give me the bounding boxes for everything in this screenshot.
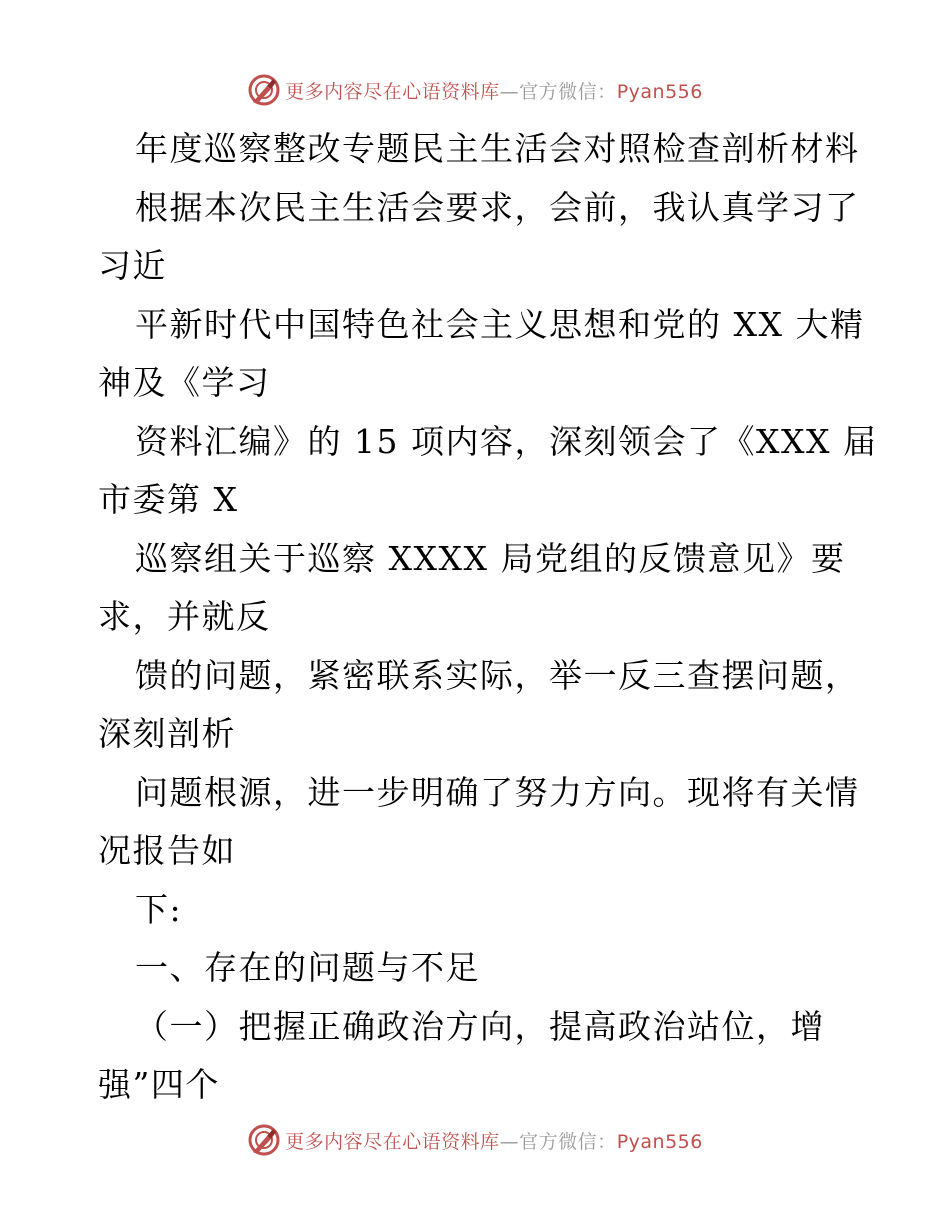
document-line: 问题根源，进一步明确了努力方向。现将有关情 bbox=[135, 772, 860, 812]
document-line: 年度巡察整改专题民主生活会对照检查剖析材料 bbox=[135, 129, 860, 168]
watermark-main: 更多内容尽在心语资料库 bbox=[285, 80, 500, 103]
watermark-footer bbox=[0, 1120, 950, 1160]
document-line: 馈的问题，紧密联系实际，举一反三查摆问题， bbox=[135, 655, 860, 695]
watermark-dash: — bbox=[499, 80, 520, 103]
pen-logo-icon bbox=[247, 1123, 281, 1157]
document-line: 根据本次民主生活会要求，会前，我认真学习了 bbox=[135, 187, 860, 227]
document-line: 神及《学习 bbox=[98, 363, 271, 402]
document-line: 求，并就反 bbox=[98, 597, 271, 636]
document-line: 下: bbox=[135, 889, 183, 929]
watermark-official: 官方微信： bbox=[519, 1130, 617, 1153]
document-line: 资料汇编》的 15 项内容，深刻领会了《XXX 届 bbox=[135, 421, 878, 461]
document-line: 况报告如 bbox=[98, 831, 236, 870]
pen-logo-icon bbox=[247, 73, 281, 107]
document-line: 强”四个 bbox=[98, 1065, 220, 1104]
document-line: 一、存在的问题与不足 bbox=[135, 948, 480, 987]
watermark-text bbox=[285, 1127, 703, 1154]
document-line: 深刻剖析 bbox=[98, 714, 236, 753]
document-line: 市委第 X bbox=[98, 480, 239, 519]
watermark-id: Pyan556 bbox=[616, 1130, 703, 1153]
watermark-id: Pyan556 bbox=[616, 80, 703, 103]
document-line: （一）把握正确政治方向，提高政治站位，增 bbox=[135, 1006, 825, 1046]
document-line: 巡察组关于巡察 XXXX 局党组的反馈意见》要 bbox=[135, 538, 846, 578]
document-line: 平新时代中国特色社会主义思想和党的 XX 大精 bbox=[135, 304, 865, 344]
watermark-official: 官方微信： bbox=[519, 80, 617, 103]
watermark-dash: — bbox=[499, 1130, 520, 1153]
watermark-main: 更多内容尽在心语资料库 bbox=[285, 1130, 500, 1153]
watermark-header bbox=[0, 70, 950, 110]
document-line: 习近 bbox=[98, 246, 167, 285]
watermark-text bbox=[285, 77, 703, 104]
document-body bbox=[98, 120, 878, 1115]
